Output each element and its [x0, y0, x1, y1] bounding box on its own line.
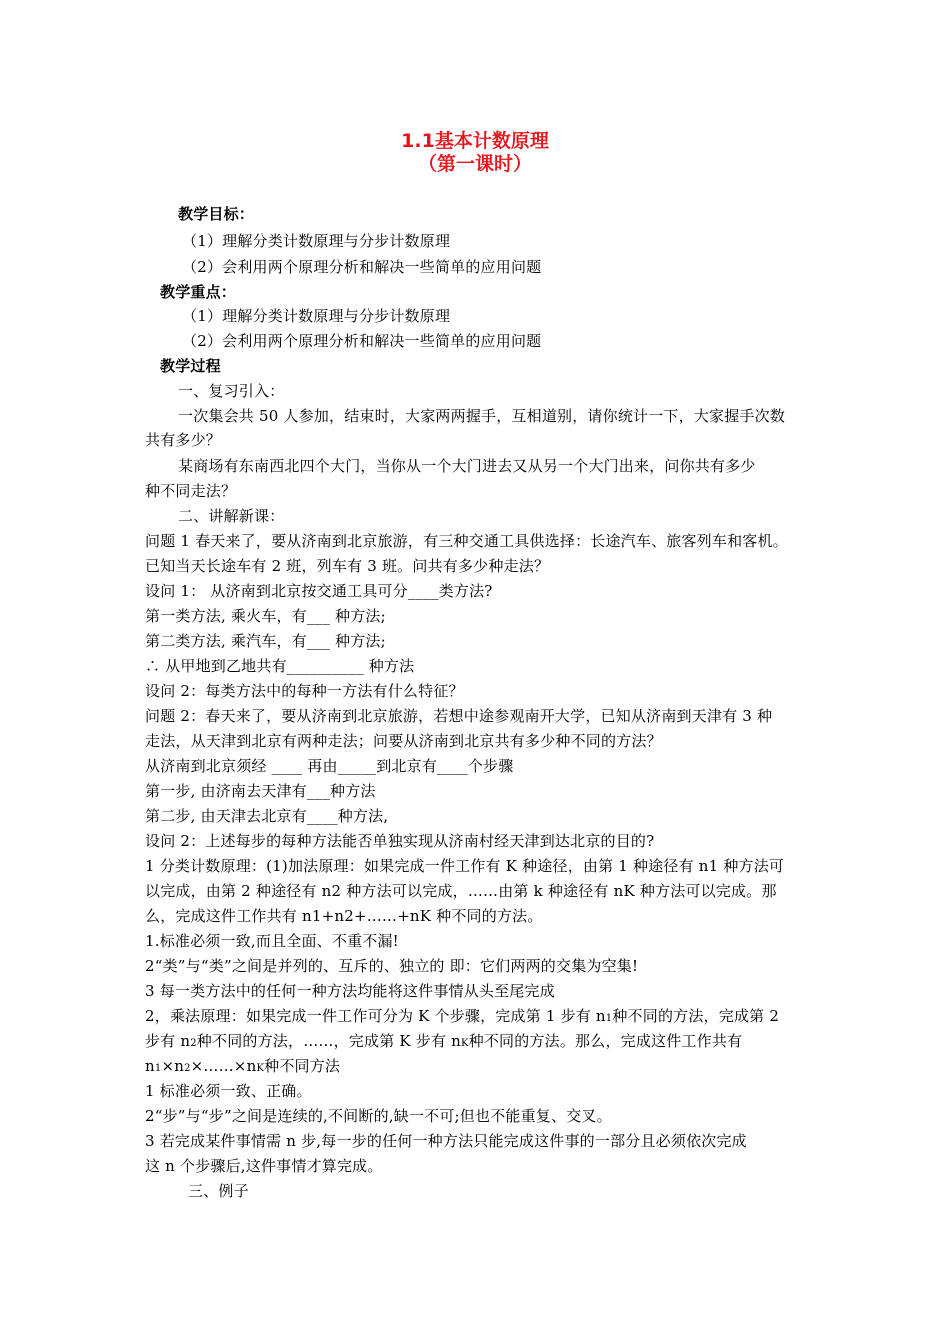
paragraph-line: 2，乘法原理：如果完成一件工作可分为 K 个步骤，完成第 1 步有 n1种不同的方法，完成第 2 — [145, 1007, 780, 1025]
paragraph-line: 设问 2：每类方法中的每种一方法有什么特征？ — [145, 682, 464, 700]
paragraph-line: 1 分类计数原理：(1)加法原理：如果完成一件工作有 K 种途径，由第 1 种途径有 n1 种方法可 — [145, 857, 785, 875]
paragraph-line: 3 每一类方法中的任何一种方法均能将这件事情从头至尾完成 — [145, 982, 555, 1000]
paragraph-line: 某商场有东南西北四个大门，当你从一个大门进去又从另一个大门出来，问你共有多少 — [178, 457, 756, 475]
section-heading-process: 教学过程 — [160, 357, 221, 375]
paragraph-line: 第一类方法, 乘火车，有___ 种方法; — [145, 607, 386, 625]
paragraph-line: 问题 2：春天来了，要从济南到北京旅游，若想中途参观南开大学，已知从济南到天津有 3 种 — [145, 707, 773, 725]
subsection-review: 一、复习引入： — [178, 382, 285, 400]
paragraph-line: 这 n 个步骤后,这件事情才算完成。 — [145, 1157, 383, 1175]
paragraph-line: 已知当天长途车有 2 班，列车有 3 班。问共有多少种走法？ — [145, 557, 550, 575]
paragraph-line: 设问 2：上述每步的每种方法能否单独实现从济南村经天津到达北京的目的? — [145, 832, 655, 850]
document-title: 1.1基本计数原理 — [401, 130, 549, 152]
paragraph-line: 从济南到北京须经 ____ 再由_____到北京有____个步骤 — [145, 757, 514, 775]
paragraph-line: 1.标准必须一致,而且全面、不重不漏! — [145, 932, 399, 950]
subsection-new-lesson: 二、讲解新课： — [178, 507, 285, 525]
paragraph-line: 以完成，由第 2 种途径有 n2 种方法可以完成，……由第 k 种途径有 nK 种方法可以完成。那 — [145, 882, 777, 900]
paragraph-line: 设问 1： 从济南到北京按交通工具可分____类方法? — [145, 582, 493, 600]
paragraph-line: ∴ 从甲地到乙地共有__________ 种方法 — [145, 657, 415, 675]
key-point-item-1: （1）理解分类计数原理与分步计数原理 — [182, 307, 451, 325]
section-heading-key-points: 教学重点： — [160, 283, 237, 301]
paragraph-line: 2“类”与“类”之间是并列的、互斥的、独立的 即：它们两两的交集为空集! — [145, 957, 639, 975]
paragraph-line: 么，完成这件工作共有 n1+n2+……+nK 种不同的方法。 — [145, 907, 543, 925]
subsection-examples: 三、例子 — [188, 1182, 249, 1200]
paragraph-line: 问题 1 春天来了，要从济南到北京旅游，有三种交通工具供选择：长途汽车、旅客列车和客机。 — [145, 532, 788, 550]
paragraph-line: 种不同走法？ — [145, 482, 237, 500]
document-subtitle: （第一课时） — [417, 153, 532, 175]
paragraph-line: 2“步”与“步”之间是连续的,不间断的,缺一不可;但也不能重复、交叉。 — [145, 1107, 612, 1125]
paragraph-line: 第一步, 由济南去天津有___种方法 — [145, 782, 376, 800]
paragraph-line: 1 标准必须一致、正确。 — [145, 1082, 312, 1100]
paragraph-line: 走法，从天津到北京有两种走法；问要从济南到北京共有多少种不同的方法？ — [145, 732, 662, 750]
paragraph-line: 步有 n2种不同的方法，……，完成第 K 步有 nK种不同的方法。那么，完成这件工作共有 — [145, 1032, 743, 1050]
paragraph-line: 第二类方法, 乘汽车，有___ 种方法; — [145, 632, 386, 650]
paragraph-line: 第二步, 由天津去北京有____种方法, — [145, 807, 389, 825]
objective-item-1: （1）理解分类计数原理与分步计数原理 — [182, 232, 451, 250]
section-heading-objectives: 教学目标： — [178, 205, 255, 223]
paragraph-line: 3 若完成某件事情需 n 步,每一步的任何一种方法只能完成这件事的一部分且必须依次完成 — [145, 1132, 747, 1150]
formula-line: n1×n2×……×nK种不同方法 — [145, 1057, 341, 1075]
paragraph-line: 共有多少？ — [145, 431, 222, 449]
objective-item-2: （2）会利用两个原理分析和解决一些简单的应用问题 — [182, 258, 542, 276]
key-point-item-2: （2）会利用两个原理分析和解决一些简单的应用问题 — [182, 332, 542, 350]
paragraph-line: 一次集会共 50 人参加，结束时，大家两两握手，互相道别，请你统计一下，大家握手次数 — [178, 407, 786, 425]
